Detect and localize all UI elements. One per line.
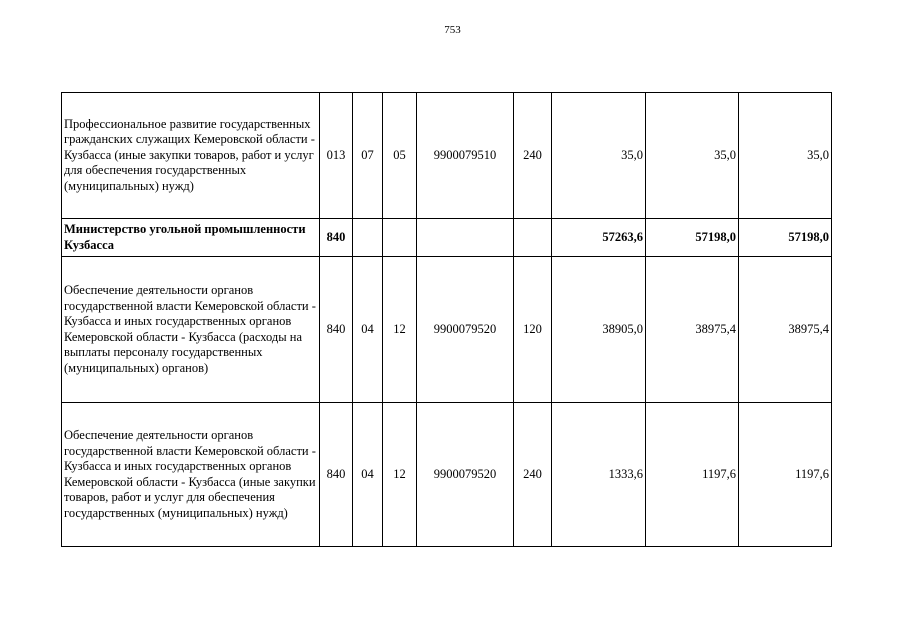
target-article-cell: 9900079520 bbox=[417, 403, 514, 547]
amount-year1-cell: 38905,0 bbox=[552, 257, 646, 403]
expense-type-cell: 240 bbox=[514, 93, 552, 219]
table-row bbox=[62, 257, 832, 403]
subsection-code-cell: 12 bbox=[383, 257, 417, 403]
amount-year3-cell: 57198,0 bbox=[739, 219, 832, 257]
subsection-code-cell bbox=[383, 219, 417, 257]
expense-type-cell: 240 bbox=[514, 403, 552, 547]
amount-year1-cell: 1333,6 bbox=[552, 403, 646, 547]
section-code-cell: 04 bbox=[353, 257, 383, 403]
subsection-code-cell: 05 bbox=[383, 93, 417, 219]
expense-type-cell bbox=[514, 219, 552, 257]
row-name-cell: Министерство угольной промышленности Кузбасса bbox=[62, 219, 320, 257]
ministry-code-cell: 840 bbox=[320, 219, 353, 257]
section-code-cell: 07 bbox=[353, 93, 383, 219]
amount-year1-cell: 35,0 bbox=[552, 93, 646, 219]
amount-year2-cell: 1197,6 bbox=[646, 403, 739, 547]
budget-table bbox=[61, 92, 832, 547]
amount-year2-cell: 35,0 bbox=[646, 93, 739, 219]
row-name-cell: Обеспечение деятельности органов государственной власти Кемеровской области - Кузбасса и иных государственных органов Кемеровской области - Кузбасса (расходы на выплаты персоналу государственных (муниципальных) органов) bbox=[62, 257, 320, 403]
target-article-cell: 9900079520 bbox=[417, 257, 514, 403]
amount-year3-cell: 35,0 bbox=[739, 93, 832, 219]
ministry-code-cell: 840 bbox=[320, 257, 353, 403]
row-name-cell: Профессиональное развитие государственных гражданских служащих Кемеровской области - Кузбасса (иные закупки товаров, работ и услуг для обеспечения государственных (муниципальных) нужд) bbox=[62, 93, 320, 219]
section-code-cell bbox=[353, 219, 383, 257]
amount-year3-cell: 38975,4 bbox=[739, 257, 832, 403]
amount-year2-cell: 57198,0 bbox=[646, 219, 739, 257]
table-row bbox=[62, 219, 832, 257]
section-code-cell: 04 bbox=[353, 403, 383, 547]
amount-year1-cell: 57263,6 bbox=[552, 219, 646, 257]
subsection-code-cell: 12 bbox=[383, 403, 417, 547]
table-row bbox=[62, 93, 832, 219]
expense-type-cell: 120 bbox=[514, 257, 552, 403]
table-row bbox=[62, 403, 832, 547]
target-article-cell: 9900079510 bbox=[417, 93, 514, 219]
amount-year3-cell: 1197,6 bbox=[739, 403, 832, 547]
ministry-code-cell: 013 bbox=[320, 93, 353, 219]
amount-year2-cell: 38975,4 bbox=[646, 257, 739, 403]
row-name-cell: Обеспечение деятельности органов государственной власти Кемеровской области - Кузбасса и иных государственных органов Кемеровской области - Кузбасса (иные закупки товаров, работ и услуг для обеспечения государственных (муниципальных) нужд) bbox=[62, 403, 320, 547]
page-number: 753 bbox=[444, 24, 461, 36]
target-article-cell bbox=[417, 219, 514, 257]
ministry-code-cell: 840 bbox=[320, 403, 353, 547]
